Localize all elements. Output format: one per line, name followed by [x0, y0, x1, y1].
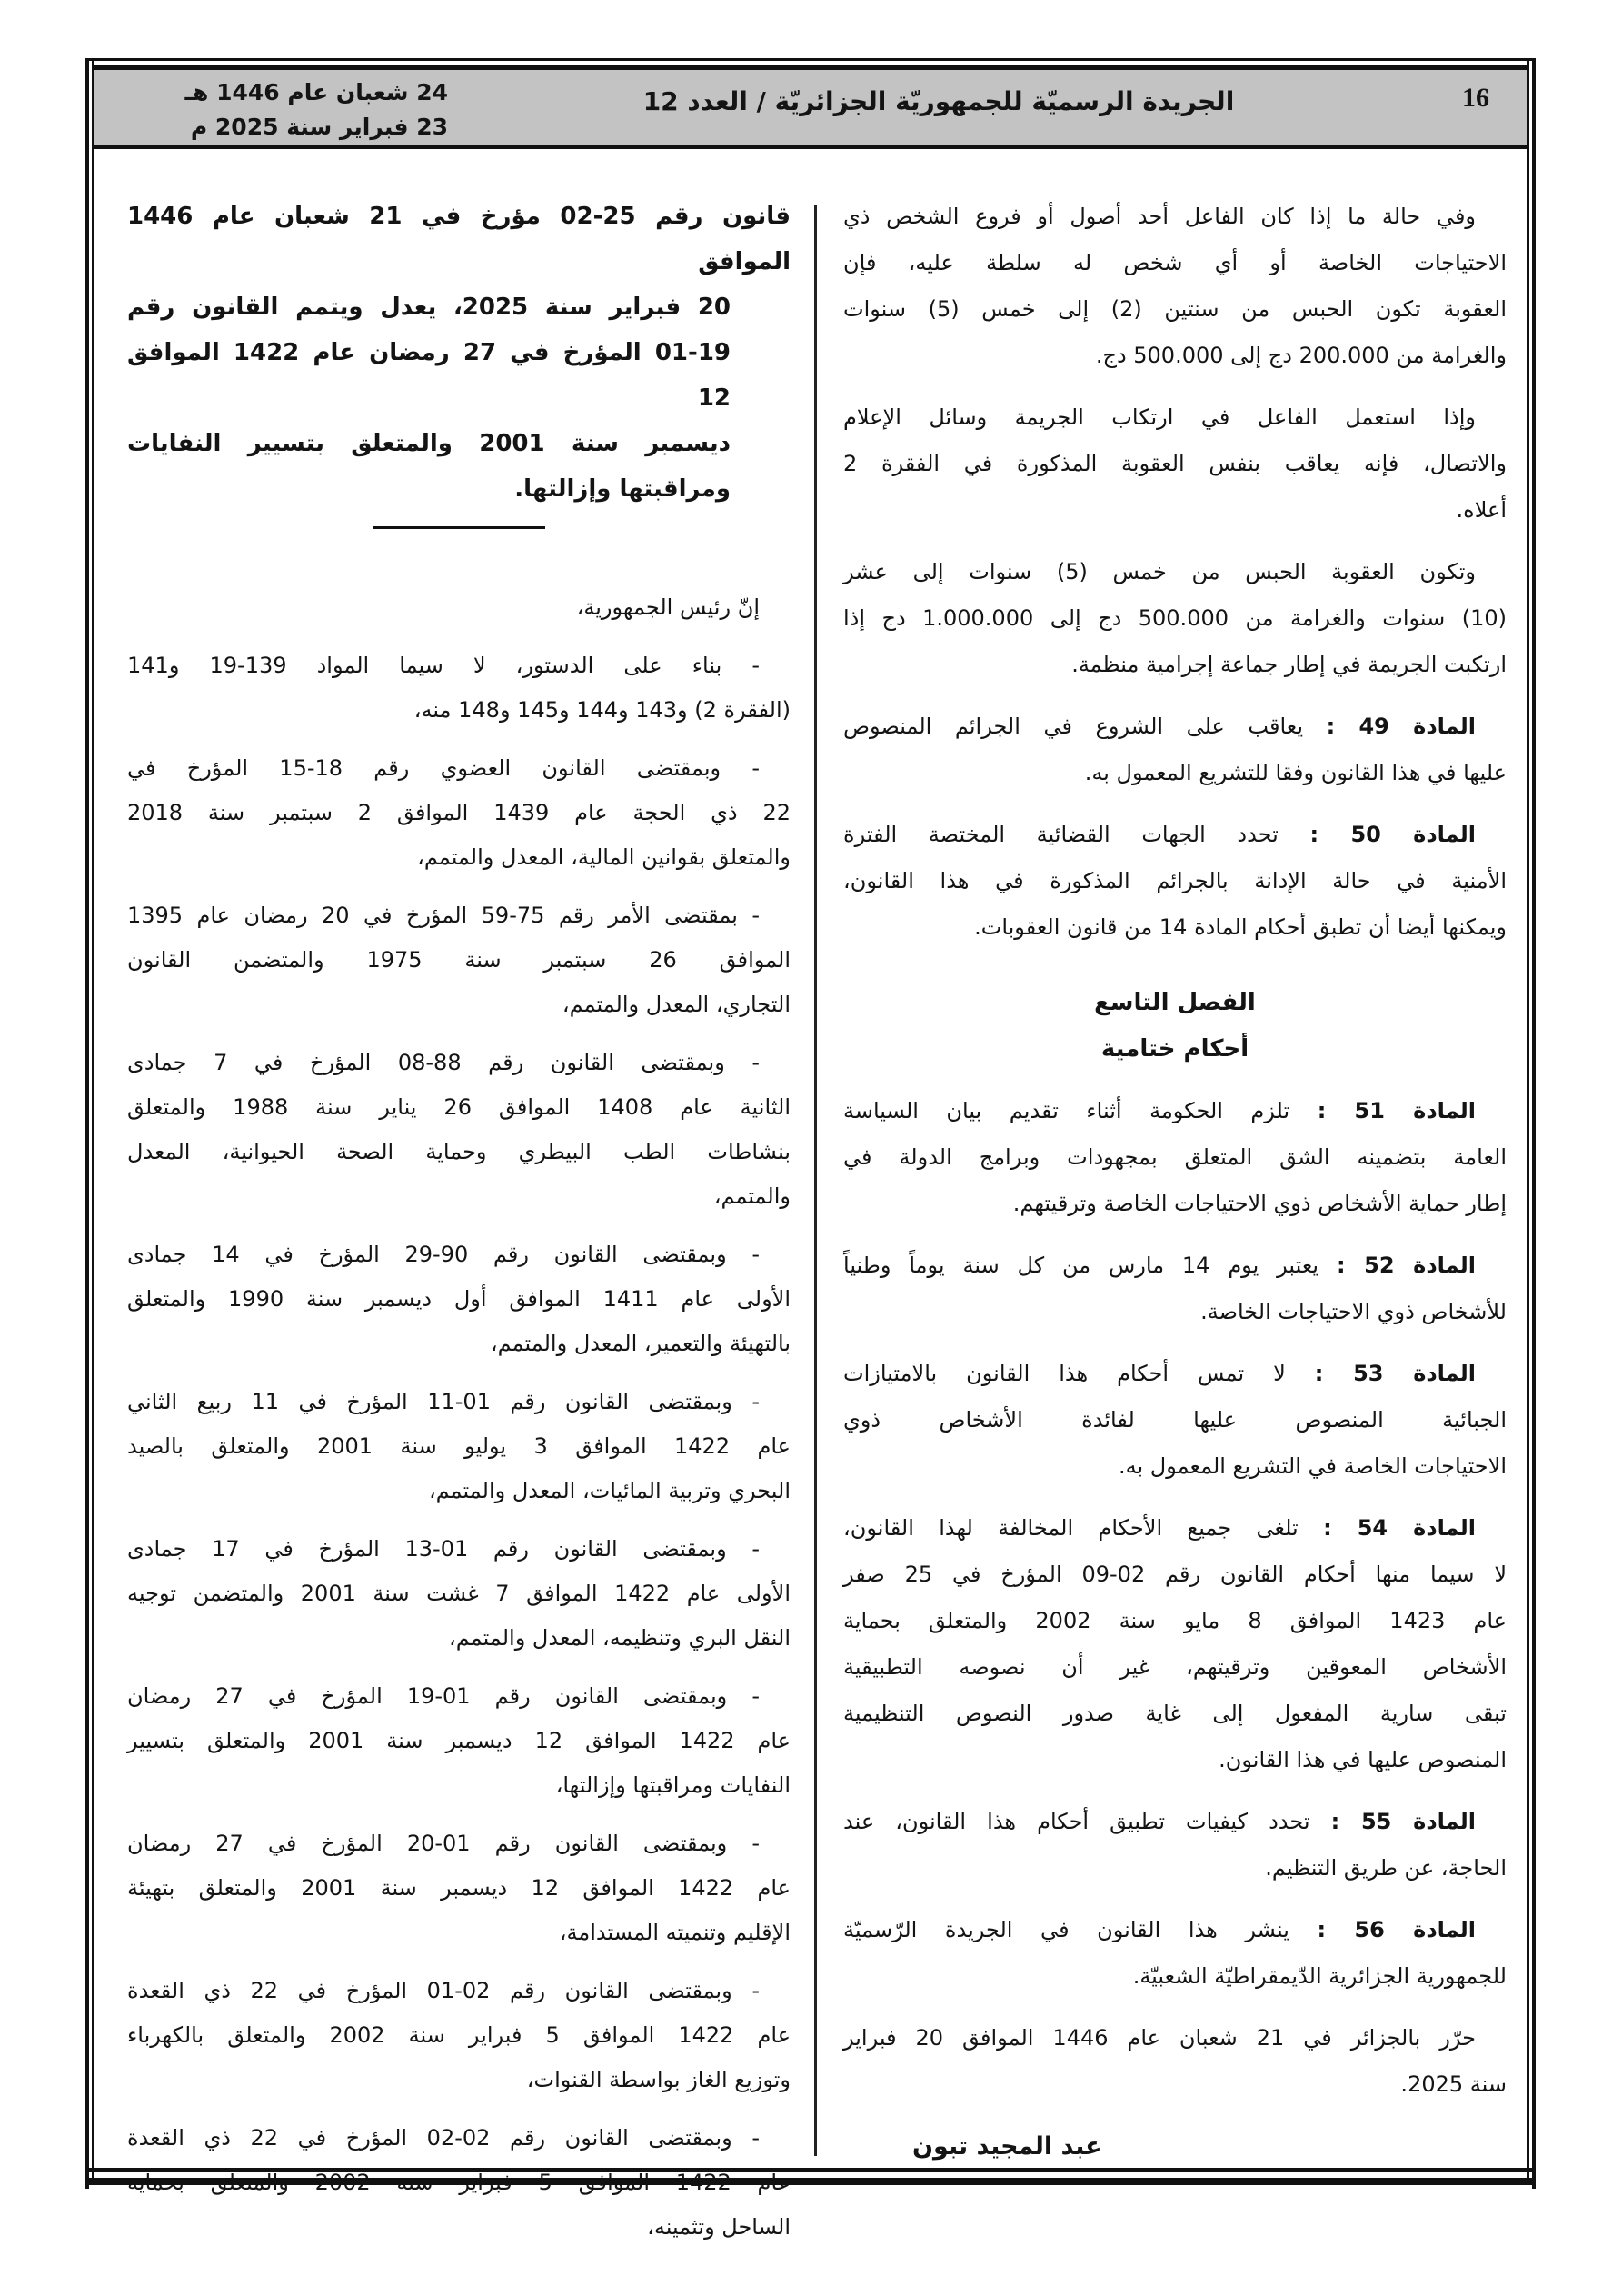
- text-line: - بناء على الدستور، لا سيما المواد 139-19 و141: [127, 653, 760, 678]
- text-line: إطار حماية الأشخاص ذوي الاحتياجات الخاصة وترقيتهم.: [1012, 1191, 1507, 1216]
- article-label: المادة 52 :: [1336, 1253, 1476, 1278]
- text-line: للأشخاص ذوي الاحتياجات الخاصة.: [1200, 1299, 1507, 1324]
- text-line: عام 1422 الموافق 12 ديسمبر سنة 2001 والمتعلق بتهيئة: [127, 1875, 791, 1901]
- text-line: [843, 1799, 1507, 1845]
- text-line: بنشاطات الطب البيطري وحماية الصحة الحيوانية، المعدل: [127, 1139, 791, 1164]
- left-column: [127, 585, 791, 2250]
- text-line: عام 1422 الموافق 5 فبراير سنة 2002 والمتعلق بالكهرباء: [127, 2022, 791, 2048]
- text-line: سنة 2025.: [1400, 2071, 1507, 2097]
- paragraph: [127, 1527, 791, 1661]
- article-label: المادة 51 :: [1317, 1098, 1476, 1123]
- article: [843, 1351, 1507, 1490]
- text-line: - وبمقتضى القانون رقم 90-29 المؤرخ في 14 جمادى: [127, 1242, 761, 1267]
- frame-top-border: [85, 58, 1536, 61]
- article-text: لا تمس أحكام هذا القانون بالامتيازات: [843, 1361, 1286, 1386]
- text-line: الأولى عام 1411 الموافق أول ديسمبر سنة 1990 والمتعلق: [127, 1286, 791, 1312]
- paragraph: [127, 893, 791, 1027]
- date-hijri: 24 شعبان عام 1446 هـ: [184, 79, 448, 105]
- gazette-header: [94, 65, 1527, 149]
- paragraph: [843, 394, 1507, 534]
- text-line: الفصل التاسع: [1094, 989, 1256, 1016]
- text-line: وإذا استعمل الفاعل في ارتكاب الجريمة وسائل الإعلام: [843, 404, 1476, 430]
- frame-bottom-border-thick: [85, 2178, 1536, 2185]
- text-line: (10) سنوات والغرامة من 500.000 دج إلى 1.000.000 دج إذا: [843, 605, 1507, 631]
- text-line: والغرامة من 200.000 دج إلى 500.000 دج.: [1095, 343, 1507, 368]
- text-line: الموافق 26 سبتمبر سنة 1975 والمتضمن القانون: [127, 947, 791, 973]
- column-divider: [814, 205, 817, 2156]
- article-label: المادة 56 :: [1317, 1917, 1476, 1942]
- paragraph: [843, 549, 1507, 688]
- text-line: والاتصال، فإنه يعاقب بنفس العقوبة المذكورة في الفقرة 2: [843, 451, 1507, 476]
- frame-left-border: [85, 58, 89, 2189]
- law-title-line: 01-19 المؤرخ في 27 رمضان عام 1422 الموافق 12: [127, 339, 731, 412]
- signature: [843, 2123, 1507, 2170]
- law-title: [127, 194, 791, 512]
- text-line: والمتعلق بقوانين المالية، المعدل والمتمم،: [417, 844, 791, 870]
- text-line: الحاجة، عن طريق التنظيم.: [1265, 1855, 1507, 1881]
- text-line: العامة بتضمينه الشق المتعلق بمجهودات وبرامج الدولة في: [843, 1144, 1507, 1170]
- article: [843, 704, 1507, 796]
- text-line: [843, 1243, 1507, 1289]
- law-title-line: 20 فبراير سنة 2025، يعدل ويتمم القانون رقم: [127, 294, 731, 321]
- paragraph: [127, 585, 791, 630]
- text-line: وتوزيع الغاز بواسطة القنوات،: [526, 2067, 791, 2092]
- text-line: [843, 1351, 1507, 1397]
- text-line: الأمنية في حالة الإدانة بالجرائم المذكورة في هذا القانون،: [843, 868, 1507, 893]
- paragraph: [843, 194, 1507, 379]
- text-line: - بمقتضى الأمر رقم 75-59 المؤرخ في 20 رمضان عام 1395: [127, 903, 761, 928]
- paragraph: [843, 2015, 1507, 2108]
- article-label: المادة 49 :: [1326, 714, 1476, 739]
- text-line: البحري وتربية المائيات، المعدل والمتمم،: [428, 1478, 791, 1503]
- text-line: - وبمقتضى القانون رقم 01-19 المؤرخ في 27 رمضان: [127, 1683, 760, 1709]
- text-line: الإقليم وتنميته المستدامة،: [559, 1920, 791, 1945]
- text-line: الاحتياجات الخاصة أو أي شخص له سلطة عليه، فإن: [843, 250, 1507, 275]
- text-line: للجمهورية الجزائرية الدّيمقراطيّة الشعبيّة.: [1132, 1963, 1507, 1989]
- article: [843, 1088, 1507, 1227]
- frame-right-border: [1532, 58, 1536, 2189]
- paragraph: [127, 1969, 791, 2102]
- text-line: الأولى عام 1422 الموافق 7 غشت سنة 2001 والمتضمن توجيه: [127, 1581, 791, 1606]
- text-line: النفايات ومراقبتها وإزالتها،: [555, 1772, 791, 1798]
- law-title-line: ديسمبر سنة 2001 والمتعلق بتسيير النفايات: [127, 430, 731, 457]
- text-line: الثانية عام 1408 الموافق 26 يناير سنة 1988 والمتعلق: [127, 1094, 791, 1120]
- text-line: حرّر بالجزائر في 21 شعبان عام 1446 الموافق 20 فبراير: [843, 2025, 1476, 2051]
- text-line: عليها في هذا القانون وفقا للتشريع المعمول به.: [1084, 760, 1507, 785]
- article-text: يعتبر يوم 14 مارس من كل سنة يوماً وطنياً: [843, 1253, 1319, 1278]
- article: [843, 812, 1507, 951]
- paragraph: [127, 1674, 791, 1808]
- text-line: إنّ رئيس الجمهورية،: [576, 594, 760, 620]
- paragraph: [127, 644, 791, 733]
- article-text: تحدد كيفيات تطبيق أحكام هذا القانون، عند: [843, 1809, 1310, 1834]
- text-line: الاحتياجات الخاصة في التشريع المعمول به.: [1118, 1453, 1507, 1479]
- article-text: ينشر هذا القانون في الجريدة الرّسميّة: [843, 1917, 1289, 1942]
- text-line: - وبمقتضى القانون رقم 02-01 المؤرخ في 22 ذي القعدة: [127, 1978, 760, 2003]
- frame-left-inner-border: [92, 58, 94, 2185]
- chapter-heading: [843, 980, 1507, 1073]
- text-line: - وبمقتضى القانون رقم 01-13 المؤرخ في 17 جمادى: [127, 1536, 761, 1562]
- text-line: أحكام ختامية: [1100, 1035, 1249, 1063]
- text-line: المنصوص عليها في هذا القانون.: [1219, 1747, 1507, 1772]
- text-line: ارتكبت الجريمة في إطار جماعة إجرامية منظمة.: [1071, 652, 1507, 677]
- article-label: المادة 53 :: [1314, 1361, 1477, 1386]
- law-title-line: ومراقبتها وإزالتها.: [514, 475, 731, 503]
- text-line: لا سيما منها أحكام القانون رقم 02-09 المؤرخ في 25 صفر: [843, 1562, 1508, 1587]
- text-line: بالتهيئة والتعمير، المعدل والمتمم،: [490, 1331, 791, 1356]
- title-rule: [373, 526, 545, 529]
- paragraph: [127, 746, 791, 880]
- frame-bottom-border: [85, 2168, 1536, 2172]
- text-line: - وبمقتضى القانون رقم 01-11 المؤرخ في 11 ربيع الثاني: [127, 1389, 761, 1414]
- text-line: الجبائية المنصوص عليها لفائدة الأشخاص ذوي: [843, 1407, 1507, 1433]
- paragraph: [127, 1233, 791, 1366]
- article: [843, 1799, 1507, 1892]
- text-line: عام 1422 الموافق 12 ديسمبر سنة 2001 والمتعلق بتسيير: [127, 1728, 791, 1753]
- article-text: تحدد الجهات القضائية المختصة الفترة: [843, 822, 1279, 847]
- signature-name: عبد المجيد تبون: [912, 2132, 1102, 2161]
- text-line: النقل البري وتنظيمه، المعدل والمتمم،: [449, 1625, 791, 1651]
- text-line: وفي حالة ما إذا كان الفاعل أحد أصول أو فروع الشخص ذي: [843, 204, 1476, 229]
- paragraph: [127, 1380, 791, 1513]
- text-line: وتكون العقوبة الحبس من خمس (5) سنوات إلى عشر: [843, 559, 1477, 584]
- text-line: التجاري، المعدل والمتمم،: [562, 992, 791, 1017]
- text-line: (الفقرة 2) و143 و144 و145 و148 منه،: [413, 697, 791, 723]
- article-text: يعاقب على الشروع في الجرائم المنصوص: [843, 714, 1304, 739]
- article-text: تلزم الحكومة أثناء تقديم بيان السياسة: [843, 1098, 1290, 1123]
- text-line: - وبمقتضى القانون رقم 02-02 المؤرخ في 22 ذي القعدة: [127, 2125, 760, 2151]
- text-line: - وبمقتضى القانون رقم 01-20 المؤرخ في 27 رمضان: [127, 1831, 760, 1856]
- text-line: [843, 1088, 1507, 1134]
- article-label: المادة 55 :: [1330, 1809, 1476, 1834]
- frame-right-inner-border: [1527, 58, 1529, 2185]
- text-line: [843, 812, 1507, 858]
- right-column: [843, 194, 1507, 2185]
- date-gregorian: 23 فبراير سنة 2025 م: [190, 114, 448, 140]
- article: [843, 1505, 1507, 1783]
- text-line: ويمكنها أيضا أن تطبق أحكام المادة 14 من قانون العقوبات.: [974, 914, 1507, 940]
- text-line: - وبمقتضى القانون رقم 88-08 المؤرخ في 7 جمادى: [127, 1050, 760, 1075]
- text-line: العقوبة تكون الحبس من سنتين (2) إلى خمس (5) سنوات: [843, 296, 1507, 322]
- text-line: [843, 1907, 1507, 1953]
- article: [843, 1907, 1507, 2000]
- text-line: 22 ذي الحجة عام 1439 الموافق 2 سبتمبر سنة 2018: [127, 800, 791, 825]
- text-line: عام 1423 الموافق 8 مايو سنة 2002 والمتعلق بحماية: [843, 1608, 1507, 1633]
- text-line: تبقى سارية المفعول إلى غاية صدور النصوص التنظيمية: [843, 1701, 1507, 1726]
- text-line: والمتمم،: [713, 1183, 791, 1209]
- article-label: المادة 50 :: [1309, 822, 1477, 847]
- text-line: أعلاه.: [1456, 497, 1507, 523]
- text-line: الأشخاص المعوقين وترقيتهم، غير أن نصوصه التطبيقية: [843, 1654, 1507, 1680]
- page-number: 16: [1462, 83, 1489, 113]
- text-line: - وبمقتضى القانون العضوي رقم 18-15 المؤرخ في: [127, 755, 760, 781]
- text-line: عام 1422 الموافق 3 يوليو سنة 2001 والمتعلق بالصيد: [127, 1433, 791, 1459]
- paragraph: [127, 1822, 791, 1955]
- article-label: المادة 54 :: [1323, 1515, 1477, 1541]
- left-column-wrapper: [127, 194, 791, 2263]
- issue-date: [121, 75, 448, 145]
- gazette-title: الجريدة الرسميّة للجمهوريّة الجزائريّة / العدد 12: [642, 86, 1235, 116]
- paragraph: [127, 1041, 791, 1219]
- text-line: الساحل وتثمينه،: [647, 2214, 791, 2240]
- article-text: تلغى جميع الأحكام المخالفة لهذا القانون،: [843, 1515, 1299, 1541]
- article: [843, 1243, 1507, 1335]
- law-title-line: قانون رقم 25-02 مؤرخ في 21 شعبان عام 1446 الموافق: [127, 203, 791, 275]
- text-line: [843, 704, 1507, 750]
- text-line: [843, 1505, 1507, 1552]
